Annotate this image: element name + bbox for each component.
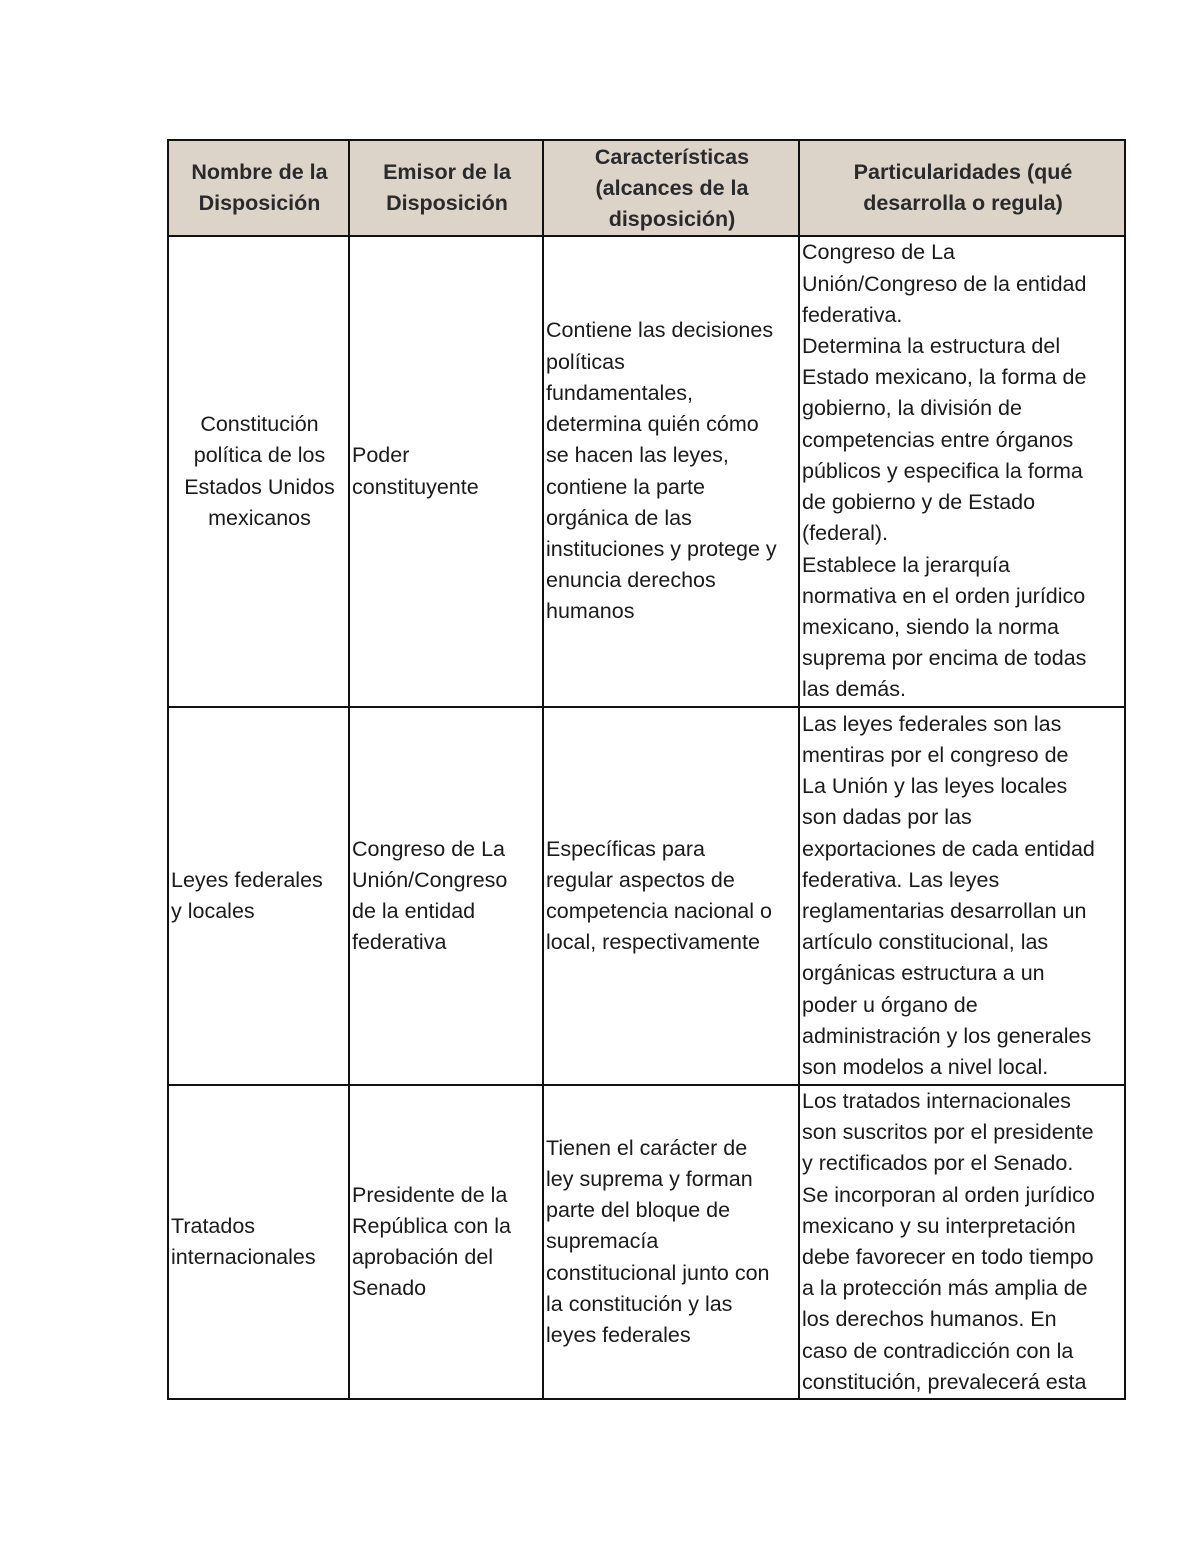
header-caracteristicas: Características (alcances de la disposición) <box>543 140 799 236</box>
cell-particularidades: Congreso de La Unión/Congreso de la entidad federativa. Determina la estructura del Estado mexicano, la forma de gobierno, la división de competencias entre órganos públicos y especifica la forma de gobierno y de Estado (federal). Establece la jerarquía normativa en el orden jurídico mexicano, siendo la norma suprema por encima de todas las demás. <box>799 236 1125 707</box>
disposiciones-table <box>167 139 1126 1400</box>
cell-nombre: Constitución política de los Estados Unidos mexicanos <box>168 236 349 707</box>
table-header-row <box>168 140 1125 236</box>
cell-particularidades: Las leyes federales son las mentiras por el congreso de La Unión y las leyes locales son dadas por las exportaciones de cada entidad federativa. Las leyes reglamentarias desarrollan un artículo constitucional, las orgánicas estructura a un poder u órgano de administración y los generales son modelos a nivel local. <box>799 707 1125 1085</box>
cell-emisor: Presidente de la República con la aprobación del Senado <box>349 1085 543 1399</box>
table-row <box>168 707 1125 1085</box>
cell-caracteristicas: Específicas para regular aspectos de competencia nacional o local, respectivamente <box>543 707 799 1085</box>
cell-caracteristicas: Tienen el carácter de ley suprema y forman parte del bloque de supremacía constitucional junto con la constitución y las leyes federales <box>543 1085 799 1399</box>
cell-emisor: Poder constituyente <box>349 236 543 707</box>
cell-caracteristicas: Contiene las decisiones políticas fundamentales, determina quién cómo se hacen las leyes, contiene la parte orgánica de las instituciones y protege y enuncia derechos humanos <box>543 236 799 707</box>
header-particularidades: Particularidades (qué desarrolla o regula) <box>799 140 1125 236</box>
header-emisor: Emisor de la Disposición <box>349 140 543 236</box>
table-row <box>168 236 1125 707</box>
cell-particularidades: Los tratados internacionales son suscritos por el presidente y rectificados por el Senado. Se incorporan al orden jurídico mexicano y su interpretación debe favorecer en todo tiempo a la protección más amplia de los derechos humanos. En caso de contradicción con la constitución, prevalecerá esta <box>799 1085 1125 1399</box>
cell-nombre: Leyes federales y locales <box>168 707 349 1085</box>
table-row <box>168 1085 1125 1399</box>
cell-emisor: Congreso de La Unión/Congreso de la entidad federativa <box>349 707 543 1085</box>
cell-nombre: Tratados internacionales <box>168 1085 349 1399</box>
header-nombre: Nombre de la Disposición <box>168 140 349 236</box>
